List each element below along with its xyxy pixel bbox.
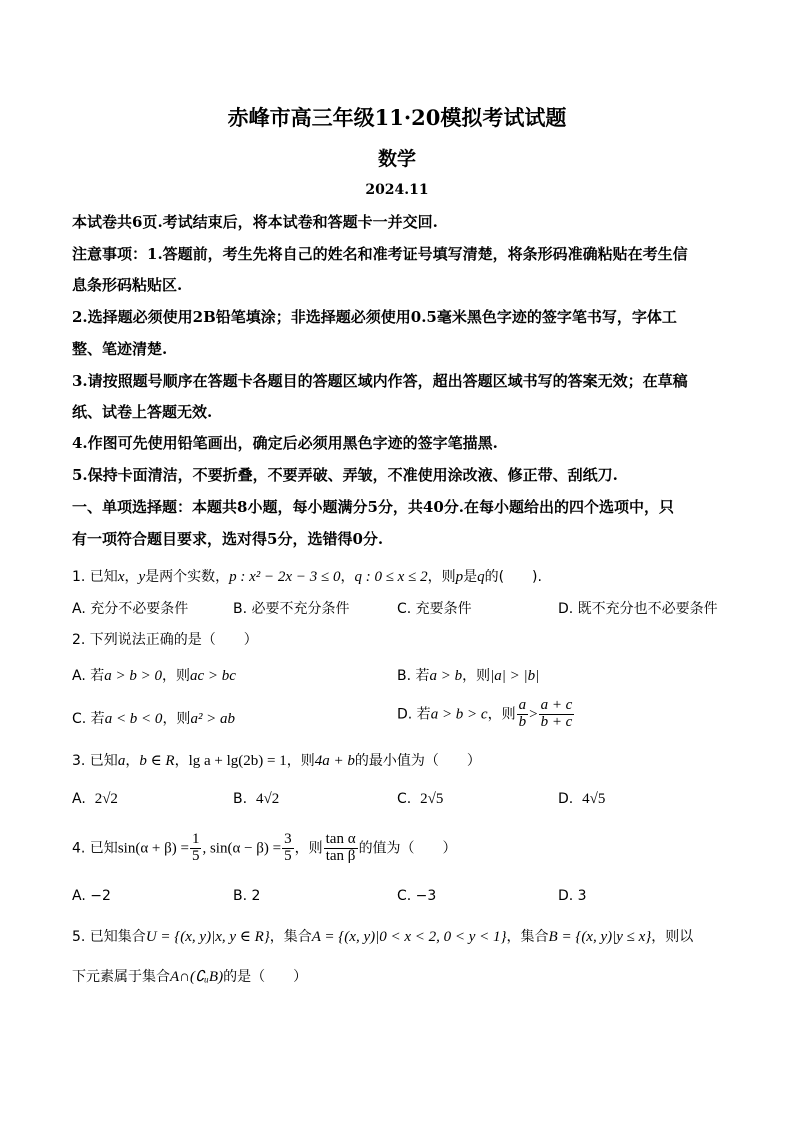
q2-option-d [397, 698, 575, 731]
q3-pre: 3. 已知 [72, 753, 118, 769]
question-4-stem [72, 832, 457, 865]
subject-title: 数学 [377, 148, 416, 170]
q2-c-mid: ，则 [162, 711, 191, 727]
q3-b-label: B. [233, 791, 248, 807]
q1-option-d: D. 既不充分也不必要条件 [558, 601, 718, 617]
instruction-line-4: 2.选择题必须使用2B铅笔填涂；非选择题必须使用0.5毫米黑色字迹的签字笔书写，字体工 [72, 308, 677, 326]
q2-d-fraction-1 [517, 698, 529, 731]
q2-a-mid: ，则 [161, 668, 190, 684]
section-heading-line-2: 有一项符合题目要求，选对得5分，选错得0分. [72, 530, 384, 548]
q4-num-2: 3 [284, 831, 292, 847]
q2-d-pre: D. 若 [397, 706, 431, 723]
q4-expr-1: sin(α + β) = [117, 840, 189, 857]
q5-expression: A∩(∁ᵤB) [170, 969, 224, 985]
q5-set-u: U = {(x, y)|x, y ∈ R} [145, 929, 270, 945]
q4-tan-num: tan α [325, 831, 356, 847]
q3-d-value: 4√5 [582, 791, 606, 807]
instruction-line-9: 5.保持卡面清洁，不要折叠，不要弄破、弄皱，不准使用涂改液、修正带、刮纸刀. [72, 466, 618, 484]
q2-a-condition: a > b > 0 [104, 668, 162, 684]
q1-tail: 的( ). [484, 569, 542, 585]
q2-b-result: |a| > |b| [490, 668, 540, 684]
q3-d-label: D. [558, 791, 574, 807]
q1-then: ，则 [427, 569, 456, 585]
q1-option-a: A. 充分不必要条件 [72, 601, 189, 617]
q2-option-c [72, 708, 235, 728]
q2-b-mid: ，则 [462, 668, 491, 684]
q3-equation: lg a + lg(2b) = 1 [188, 753, 287, 769]
q4-option-d: D. 3 [558, 888, 587, 904]
q2-d-den-2: b + c [540, 713, 573, 730]
q4-tail: 的值为（ ） [358, 840, 457, 857]
q2-b-pre: B. 若 [397, 668, 430, 684]
q4-tan-den: tan β [325, 847, 356, 864]
q4-option-c: C. −3 [397, 888, 437, 904]
q3-var-a: a [117, 753, 126, 769]
q3-option-b [233, 791, 279, 808]
q1-var-p: p [455, 569, 464, 585]
question-1-stem [72, 566, 542, 586]
q3-a-label: A. [72, 791, 86, 807]
q4-option-a: A. −2 [72, 888, 111, 904]
q3-expression: 4a + b [314, 753, 355, 769]
q3-a-value: 2√2 [94, 791, 118, 807]
q5-set-a: A = {(x, y)|0 < x < 2, 0 < y < 1} [311, 929, 507, 945]
q2-c-result: a² > ab [190, 711, 236, 727]
q4-mid: ，则 [294, 840, 323, 857]
q1-sep: ， [124, 569, 139, 585]
q2-d-num-2: a + c [540, 697, 573, 713]
q2-d-den-1: b [518, 713, 527, 730]
q5-mid-1: ，集合 [269, 929, 312, 945]
q3-sep: ， [125, 753, 140, 769]
q1-mid: 是两个实数， [145, 569, 230, 585]
q5-tail: 的是（ ） [223, 969, 308, 985]
q2-c-pre: C. 若 [72, 711, 105, 727]
q2-d-condition: a > b > c [430, 706, 488, 723]
question-5-stem-line-1 [72, 926, 693, 946]
q2-option-a [72, 665, 236, 685]
q2-d-gt: > [529, 706, 538, 723]
q3-option-c [397, 791, 443, 808]
q3-c-value: 2√5 [420, 791, 444, 807]
exam-date: 2024.11 [365, 182, 429, 198]
q3-sep-2: ， [174, 753, 189, 769]
q2-a-pre: A. 若 [72, 668, 105, 684]
q4-num-1: 1 [191, 831, 200, 847]
q4-option-b: B. 2 [233, 888, 261, 904]
q4-pre: 4. 已知 [72, 840, 118, 857]
q4-tan-fraction [324, 832, 358, 865]
instruction-line-5: 整、笔迹清楚. [72, 340, 168, 358]
q3-option-d [558, 791, 605, 808]
q2-c-condition: a < b < 0 [104, 711, 163, 727]
q5-mid-3: ，则以 [651, 929, 694, 945]
q1-pre: 1. 已知 [72, 569, 118, 585]
q1-var-x: x [117, 569, 125, 585]
q2-option-b [397, 665, 539, 685]
instruction-line-2: 注意事项：1.答题前，考生先将自己的姓名和准考证号填写清楚，将条形码准确粘贴在考生信 [72, 245, 688, 263]
section-heading-line-1: 一、单项选择题：本题共8小题，每小题满分5分，共40分.在每小题给出的四个选项中，只 [72, 498, 674, 516]
q2-a-result: ac > bc [189, 668, 236, 684]
q5-line2-pre: 下元素属于集合 [72, 969, 170, 985]
instruction-line-3: 息条形码粘贴区. [72, 276, 183, 294]
instruction-line-7: 纸、试卷上答题无效. [72, 403, 213, 421]
q4-fraction-1 [190, 832, 202, 865]
q1-option-c: C. 充要条件 [397, 601, 472, 617]
instruction-line-8: 4.作图可先使用铅笔画出，确定后必须用黑色字迹的签字笔描黑. [72, 434, 498, 452]
q4-den-1: 5 [191, 847, 200, 864]
q4-fraction-2 [282, 832, 294, 865]
q1-comma: ， [340, 569, 355, 585]
q2-b-condition: a > b [429, 668, 463, 684]
q3-c-label: C. [397, 791, 412, 807]
exam-title: 赤峰市高三年级11·20模拟考试试题 [227, 105, 567, 130]
q5-mid-2: ，集合 [506, 929, 549, 945]
q1-p-definition: p : x² − 2x − 3 ≤ 0 [229, 569, 341, 585]
q1-option-b: B. 必要不充分条件 [233, 601, 350, 617]
question-5-stem-line-2 [72, 966, 307, 986]
q2-d-num-1: a [518, 697, 527, 713]
q1-is: 是 [463, 569, 478, 585]
q4-den-2: 5 [284, 847, 292, 864]
question-2-stem: 2. 下列说法正确的是（ ） [72, 632, 258, 648]
q3-condition: b ∈ R [139, 753, 175, 769]
instruction-line-6: 3.请按照题号顺序在答题卡各题目的答题区域内作答，超出答题区域书写的答案无效；在草稿 [72, 372, 688, 390]
q5-pre: 5. 已知集合 [72, 929, 146, 945]
q5-set-b: B = {(x, y)|y ≤ x} [548, 929, 652, 945]
question-3-stem [72, 750, 481, 770]
q3-mid: ，则 [286, 753, 315, 769]
q2-d-mid: ，则 [487, 706, 516, 723]
q3-option-a [72, 791, 118, 808]
q3-tail: 的最小值为（ ） [354, 753, 481, 769]
instruction-line-1: 本试卷共6页.考试结束后，将本试卷和答题卡一并交回. [72, 213, 438, 231]
q1-var-q: q [477, 569, 485, 585]
q2-d-fraction-2 [539, 698, 575, 731]
q1-q-definition: q : 0 ≤ x ≤ 2 [354, 569, 428, 585]
q4-expr-2: , sin(α − β) = [202, 840, 282, 857]
q3-b-value: 4√2 [255, 791, 280, 807]
q1-var-y: y [138, 569, 146, 585]
